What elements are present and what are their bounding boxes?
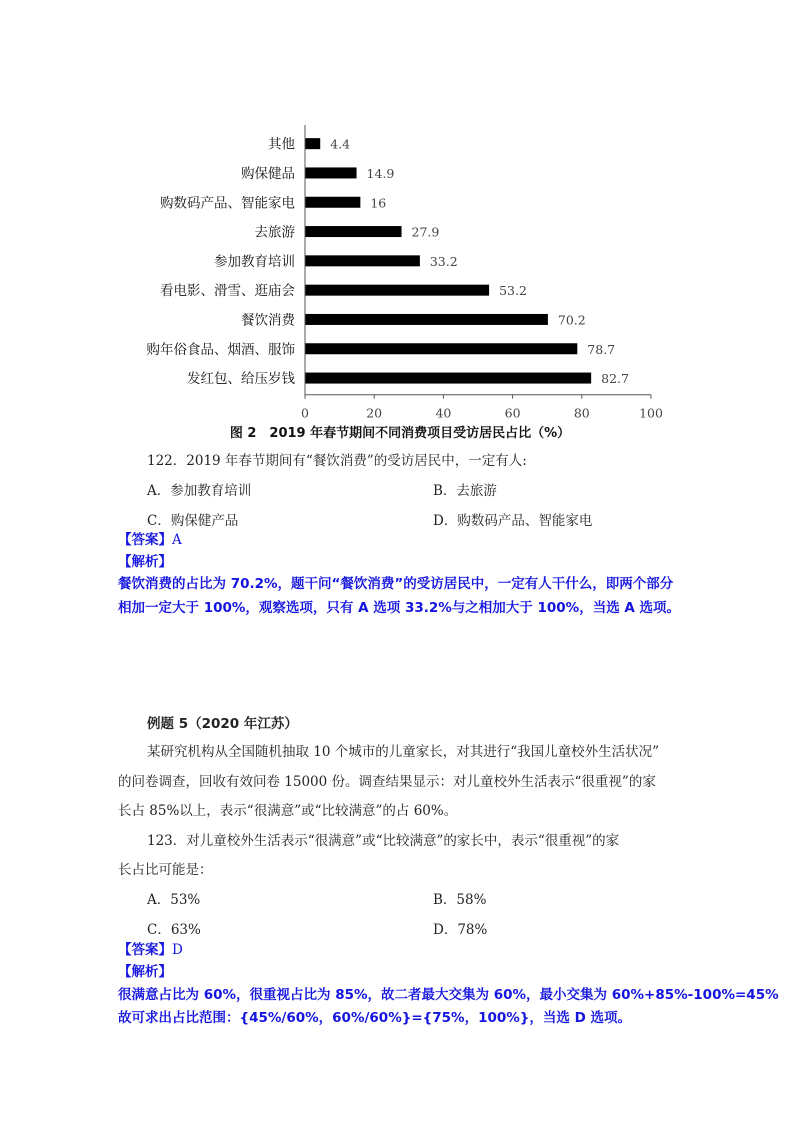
value-label: 53.2 — [499, 283, 527, 299]
bar — [305, 285, 489, 296]
answer-tag: 【答案】 — [118, 532, 172, 548]
value-label: 14.9 — [366, 165, 395, 181]
material-line: 的问卷调查，回收有效问卷 15000 份。调查结果显示：对儿童校外生活表示“很重视”的家 — [118, 774, 656, 790]
bar — [305, 255, 420, 266]
answer-value: A — [172, 532, 182, 548]
category-label: 看电影、滑雪、逛庙会 — [160, 283, 295, 300]
category-label: 购保健品 — [241, 165, 295, 182]
value-label: 4.4 — [330, 136, 351, 152]
q122-option-c: C．购保健产品 — [147, 513, 239, 529]
q122-analysis-line: 餐饮消费的占比为 70.2%，题干问“餐饮消费”的受访居民中，一定有人干什么，即两个部分 — [118, 576, 674, 592]
material-line: 某研究机构从全国随机抽取 10 个城市的儿童家长，对其进行“我国儿童校外生活状况” — [147, 744, 660, 760]
answer-tag: 【答案】 — [118, 942, 172, 958]
q123-option-b: B．58% — [433, 892, 487, 908]
category-label: 去旅游 — [254, 224, 295, 241]
value-label: 33.2 — [429, 253, 458, 269]
x-tick-label: 20 — [366, 405, 383, 420]
q122-stem: 122．2019 年春节期间有“餐饮消费”的受访居民中，一定有人: — [147, 453, 527, 469]
q123-stem: 长占比可能是： — [118, 862, 213, 878]
category-label: 餐饮消费 — [241, 312, 295, 329]
figure-caption: 图 2 2019 年春节期间不同消费项目受访居民占比（%） — [229, 426, 571, 441]
q123-option-c: C．63% — [147, 922, 201, 938]
bar — [305, 314, 548, 325]
q122-option-d: D．购数码产品、智能家电 — [433, 513, 593, 529]
q123-option-d: D．78% — [433, 922, 488, 938]
category-label: 购数码产品、智能家电 — [160, 195, 295, 212]
q123-answer — [118, 940, 183, 960]
bar — [305, 197, 360, 208]
x-tick-label: 100 — [639, 405, 663, 420]
value-label: 27.9 — [411, 224, 440, 240]
x-tick-label: 40 — [435, 405, 452, 420]
answer-value: D — [172, 942, 183, 958]
q123-stem: 123．对儿童校外生活表示“很满意”或“比较满意”的家长中，表示“很重视”的家 — [147, 833, 620, 849]
q123-analysis-line: 很满意占比为 60%，很重视占比为 85%，故二者最大交集为 60%，最小交集为 60%+85%-100%=45% — [118, 987, 779, 1003]
example-title: 例题 5（2020 年江苏） — [147, 716, 298, 732]
q123-analysis-tag: 【解析】 — [118, 964, 172, 980]
x-tick-label: 80 — [573, 405, 590, 420]
q123-option-a: A．53% — [147, 892, 201, 908]
q122-option-b: B．去旅游 — [433, 483, 497, 499]
q123-analysis-line: 故可求出占比范围：{45%/60%，60%/60%}={75%，100%}，当选 D 选项。 — [118, 1010, 631, 1026]
x-tick-label: 0 — [301, 405, 309, 420]
q122-answer — [118, 530, 182, 550]
value-label: 82.7 — [601, 371, 629, 387]
bar — [305, 167, 357, 178]
q122-option-a: A．参加教育培训 — [147, 483, 252, 499]
chart-category-labels — [147, 137, 296, 387]
category-label: 发红包、给压岁钱 — [187, 371, 295, 388]
value-label: 78.7 — [587, 341, 616, 357]
category-label: 购年俗食品、烟酒、服饰 — [146, 341, 295, 358]
bar — [305, 373, 591, 384]
value-label: 70.2 — [557, 312, 586, 328]
bar — [305, 226, 402, 237]
category-label: 参加教育培训 — [214, 253, 295, 270]
bar — [305, 343, 577, 354]
x-tick-label: 60 — [504, 405, 521, 420]
material-line: 长占 85%以上，表示“很满意”或“比较满意”的占 60%。 — [118, 803, 458, 819]
bar — [305, 138, 320, 149]
category-label: 其他 — [268, 136, 295, 153]
q122-analysis-line: 相加一定大于 100%，观察选项，只有 A 选项 33.2%与之相加大于 100%，当选 A 选项。 — [118, 600, 681, 616]
bar-chart — [0, 0, 800, 420]
q122-analysis-tag: 【解析】 — [118, 554, 172, 570]
value-label: 16 — [370, 195, 387, 211]
